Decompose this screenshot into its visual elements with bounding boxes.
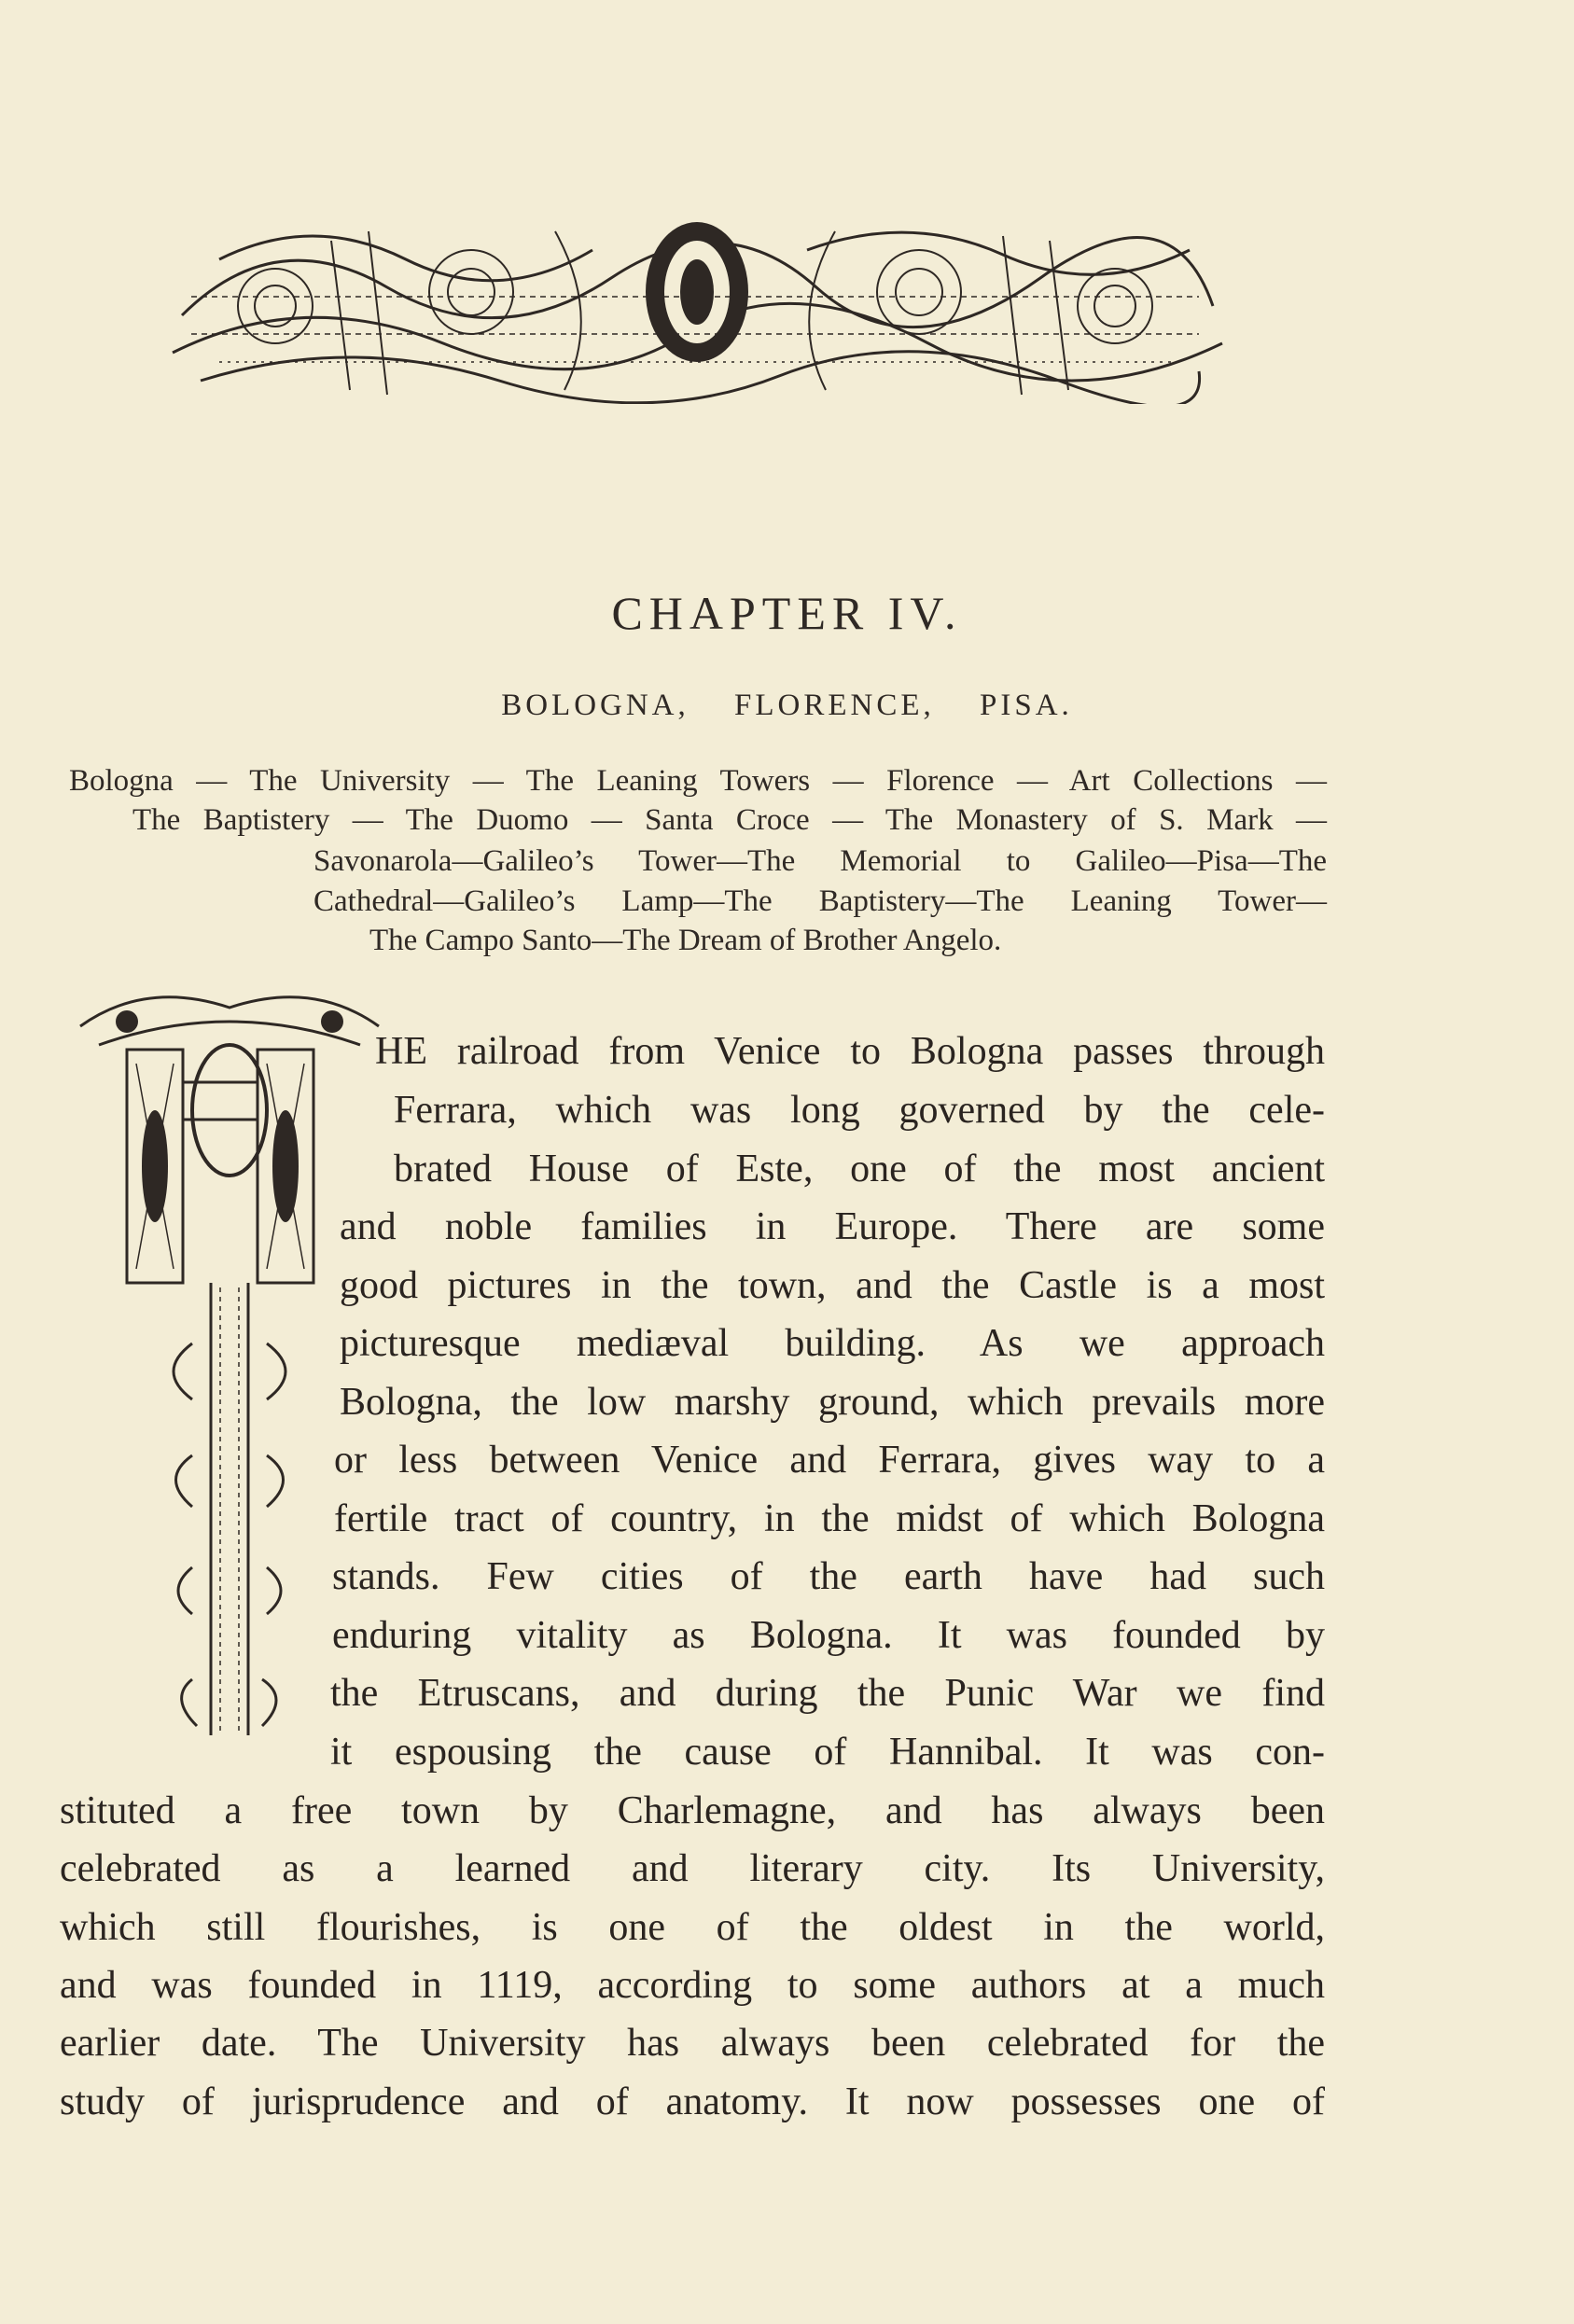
body-line: and noble families in Europe. There are some <box>340 1205 1325 1248</box>
subtitle-pisa: PISA. <box>980 689 1073 722</box>
chapter-subtitle <box>0 689 1574 723</box>
body-line: Bologna, the low marshy ground, which prevails more <box>340 1381 1325 1424</box>
body-line: study of jurisprudence and of anatomy. It now possesses one of <box>60 2080 1325 2123</box>
body-line: HE railroad from Venice to Bologna passes through <box>375 1030 1325 1073</box>
body-line: or less between Venice and Ferrara, gives way to a <box>334 1439 1325 1482</box>
body-line: earlier date. The University has always been celebrated for the <box>60 2022 1325 2065</box>
body-line: good pictures in the town, and the Castle is a most <box>340 1264 1325 1307</box>
synopsis-line: Cathedral—Galileo’s Lamp—The Baptistery—The Leaning Tower— <box>313 884 1327 918</box>
synopsis-line: The Baptistery — The Duomo — Santa Croce — The Monastery of S. Mark — <box>132 803 1327 837</box>
synopsis-line: Savonarola—Galileo’s Tower—The Memorial to Galileo—Pisa—The <box>313 844 1327 878</box>
body-line: celebrated as a learned and literary city. Its University, <box>60 1847 1325 1890</box>
body-line: stands. Few cities of the earth have had such <box>332 1555 1325 1598</box>
body-line: fertile tract of country, in the midst of which Bologna <box>334 1497 1325 1540</box>
body-line: it espousing the cause of Hannibal. It was con- <box>330 1731 1325 1774</box>
synopsis-line: Bologna — The University — The Leaning Towers — Florence — Art Collections — <box>69 764 1327 798</box>
body-line: brated House of Este, one of the most ancient <box>394 1148 1325 1190</box>
subtitle-florence: FLORENCE, <box>734 689 935 722</box>
body-line: enduring vitality as Bologna. It was founded by <box>332 1614 1325 1657</box>
body-line: stituted a free town by Charlemagne, and has always been <box>60 1789 1325 1832</box>
body-line: Ferrara, which was long governed by the cele- <box>394 1089 1325 1132</box>
body-line: the Etruscans, and during the Punic War we find <box>330 1672 1325 1715</box>
body-line: and was founded in 1119, according to some authors at a much <box>60 1964 1325 2007</box>
body-line: picturesque mediæval building. As we approach <box>340 1322 1325 1365</box>
synopsis-line: The Campo Santo—The Dream of Brother Angelo. <box>369 924 1002 957</box>
chapter-title: CHAPTER IV. <box>611 587 963 639</box>
initial-letter: T <box>229 1250 230 1251</box>
body-line: which still flourishes, is one of the oldest in the world, <box>60 1906 1325 1949</box>
subtitle-bologna: BOLOGNA, <box>501 689 689 722</box>
ornamental-headpiece <box>163 203 1232 404</box>
